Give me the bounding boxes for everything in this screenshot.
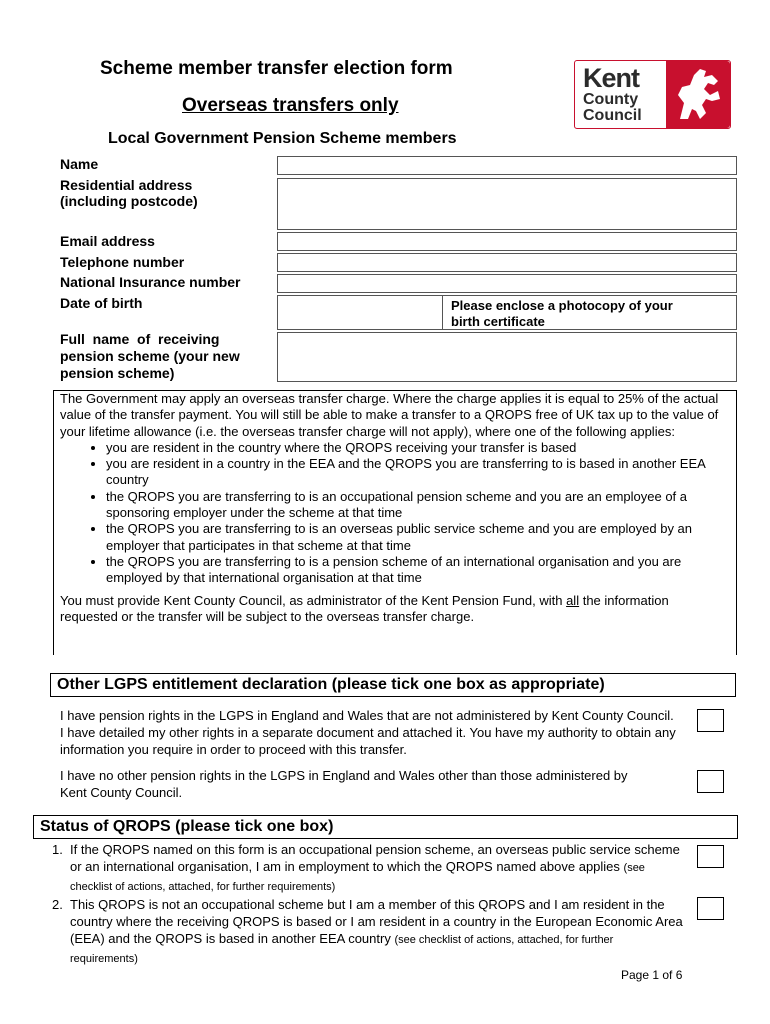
status-item-1 xyxy=(52,841,684,896)
telephone-field[interactable] xyxy=(277,253,737,272)
dob-note xyxy=(451,298,673,330)
info-bullet: • the QROPS you are transferring to is an overseas public service scheme and you are employed by an employer that participates in that scheme at that time xyxy=(106,521,730,554)
kent-county-council-logo xyxy=(574,60,731,129)
info-closing-start: You must provide Kent County Council, as administrator of the Kent Pension Fund, with xyxy=(60,592,567,608)
entitlement-heading: Other LGPS entitlement declaration (please tick one box as appropriate) xyxy=(50,673,736,697)
dob-note-line-2: birth certificate xyxy=(451,314,545,329)
overseas-charge-info xyxy=(53,390,737,655)
form-subtitle: Overseas transfers only xyxy=(182,95,399,116)
address-label-line-2: (including postcode) xyxy=(60,193,198,209)
receiving-label-line-1: Full name of receiving xyxy=(60,331,220,347)
status-item-number: 1. xyxy=(52,842,63,857)
info-closing-emphasis: all xyxy=(566,592,580,608)
logo-line-2: County xyxy=(583,91,639,108)
info-closing-end: the information requested or the transfer will be subject to the overseas transfer charge. xyxy=(60,592,669,624)
info-bullet: • you are resident in the country where the QROPS receiving your transfer is based xyxy=(106,440,730,456)
form-title: Scheme member transfer election form xyxy=(100,58,453,79)
ni-number-field[interactable] xyxy=(277,274,737,293)
status-option-2-checkbox[interactable] xyxy=(697,897,724,920)
status-item-2 xyxy=(52,896,684,968)
dob-note-line-1: Please enclose a photocopy of your xyxy=(451,298,673,313)
status-item-note: (see checklist of actions, attached, for further requirements) xyxy=(70,862,645,893)
telephone-label: Telephone number xyxy=(60,254,185,270)
entitlement-option-1: I have pension rights in the LGPS in England and Wales that are not administered by Kent County Council. I have detailed my other rights in a separate document and attached it. You have my authority to obtain any information you require in order to proceed with this transfer. xyxy=(60,708,676,757)
entitlement-option-2: I have no other pension rights in the LGPS in England and Wales other than those administered by Kent County Council. xyxy=(60,768,628,800)
info-intro: The Government may apply an overseas transfer charge. Where the charge applies it is equal to 25% of the actual value of the transfer payment. You will still be able to make a transfer to a QROPS free of UK tax up to the value of your lifetime allowance (i.e. the overseas transfer charge will not apply), where one of the following applies: xyxy=(60,391,719,439)
page-number: Page 1 of 6 xyxy=(621,968,683,982)
receiving-scheme-label xyxy=(60,331,260,382)
entitlement-option-2-checkbox[interactable] xyxy=(697,770,724,793)
info-bullet: • the QROPS you are transferring to is an occupational pension scheme and you are an employee of a sponsoring employer under the scheme at that time xyxy=(106,489,730,522)
status-item-text: This QROPS is not an occupational scheme but I am a member of this QROPS and I am resident in the country where the receiving QROPS is based or I am resident in a country in the European Economic Area (EEA) and the QROPS is based in another EEA country xyxy=(70,897,683,946)
address-label-line-1: Residential address xyxy=(60,177,193,193)
name-label: Name xyxy=(60,156,99,172)
status-list xyxy=(52,841,684,968)
dob-field[interactable] xyxy=(277,295,443,330)
entitlement-option-1-checkbox[interactable] xyxy=(697,709,724,732)
form-subheading: Local Government Pension Scheme members xyxy=(108,130,457,147)
status-option-1-checkbox[interactable] xyxy=(697,845,724,868)
receiving-label-line-3: pension scheme) xyxy=(60,365,175,381)
ni-number-label: National Insurance number xyxy=(60,274,241,290)
email-label: Email address xyxy=(60,233,155,249)
name-field[interactable] xyxy=(277,156,737,175)
logo-line-3: Council xyxy=(583,107,642,124)
receiving-scheme-field[interactable] xyxy=(277,332,737,382)
dob-label: Date of birth xyxy=(60,295,143,311)
email-field[interactable] xyxy=(277,232,737,251)
logo-line-1: Kent xyxy=(583,63,639,93)
status-item-note: (see checklist of actions, attached, for further requirements) xyxy=(70,934,614,965)
address-label xyxy=(60,177,198,209)
info-bullet: • you are resident in a country in the EEA and the QROPS you are transferring to is based in another EEA country xyxy=(106,456,730,489)
horse-emblem-icon xyxy=(666,61,730,128)
info-bullets xyxy=(60,440,730,587)
status-item-number: 2. xyxy=(52,897,63,912)
residential-address-field[interactable] xyxy=(277,178,737,230)
status-item-text: If the QROPS named on this form is an occupational pension scheme, an overseas public service scheme or an international organisation, I am in employment to which the QROPS named above applies xyxy=(70,842,680,874)
status-heading: Status of QROPS (please tick one box) xyxy=(33,815,738,839)
info-bullet: • the QROPS you are transferring to is a pension scheme of an international organisation and you are employed by that international organisation at that time xyxy=(106,554,730,587)
info-closing xyxy=(60,593,730,626)
receiving-label-line-2: pension scheme (your new xyxy=(60,348,240,364)
